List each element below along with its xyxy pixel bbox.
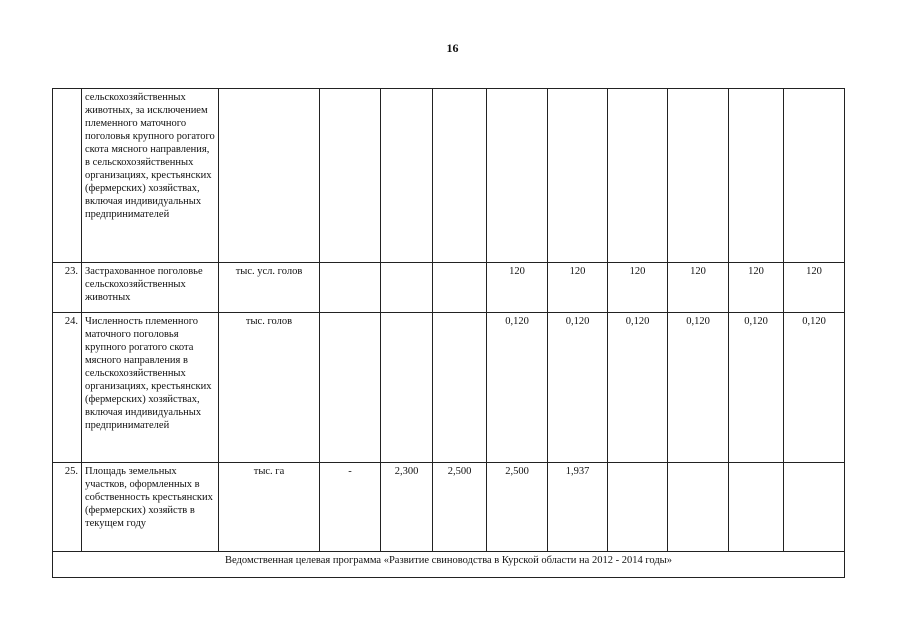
table-row [53,313,845,463]
value-cell [433,313,487,463]
table-row [53,463,845,552]
value-cell [608,89,668,263]
program-title: Ведомственная целевая программа «Развитие свиноводства в Курской области на 2012 - 2014 годы» [53,552,845,578]
value-cell [433,89,487,263]
indicator-name: Численность племенного маточного поголовья крупного рогатого скота мясного направления в сельскохозяйственных организациях, крестьянских (фермерских) хозяйствах, включая индивидуальных предпринимателей [82,313,219,463]
value-cell [433,263,487,313]
table-row [53,89,845,263]
value-cell: 0,120 [487,313,548,463]
value-cell [548,89,608,263]
value-cell: 120 [548,263,608,313]
indicators-table [52,88,845,578]
value-cell [668,89,729,263]
value-cell [784,463,845,552]
value-cell [381,263,433,313]
value-cell [608,463,668,552]
row-number: 23. [53,263,82,313]
value-cell [784,89,845,263]
value-cell [320,89,381,263]
value-cell [729,89,784,263]
value-cell: 2,500 [487,463,548,552]
unit-cell: тыс. голов [219,313,320,463]
unit-cell [219,89,320,263]
value-cell [320,313,381,463]
value-cell: 2,500 [433,463,487,552]
value-cell [381,89,433,263]
indicator-name: Площадь земельных участков, оформленных в собственность крестьянских (фермерских) хозяйств в текущем году [82,463,219,552]
value-cell: 120 [668,263,729,313]
value-cell: 120 [729,263,784,313]
value-cell [668,463,729,552]
row-number [53,89,82,263]
unit-cell: тыс. га [219,463,320,552]
value-cell: 0,120 [608,313,668,463]
value-cell: 0,120 [668,313,729,463]
value-cell: 1,937 [548,463,608,552]
table-footer-row [53,552,845,578]
row-number: 25. [53,463,82,552]
value-cell [487,89,548,263]
unit-cell: тыс. усл. голов [219,263,320,313]
indicator-name: сельскохозяйственных животных, за исключением племенного маточного поголовья крупного рогатого скота мясного направления, в сельскохозяйственных организациях, крестьянских (фермерских) хозяйствах, включая индивидуальных предпринимателей [82,89,219,263]
value-cell: 0,120 [729,313,784,463]
indicator-name: Застрахованное поголовье сельскохозяйственных животных [82,263,219,313]
value-cell: 2,300 [381,463,433,552]
table-row [53,263,845,313]
row-number: 24. [53,313,82,463]
value-cell: 0,120 [784,313,845,463]
value-cell: 120 [784,263,845,313]
value-cell [381,313,433,463]
value-cell [320,263,381,313]
value-cell [729,463,784,552]
value-cell: 120 [608,263,668,313]
value-cell: - [320,463,381,552]
page-number: 16 [446,41,459,55]
value-cell: 0,120 [548,313,608,463]
value-cell: 120 [487,263,548,313]
